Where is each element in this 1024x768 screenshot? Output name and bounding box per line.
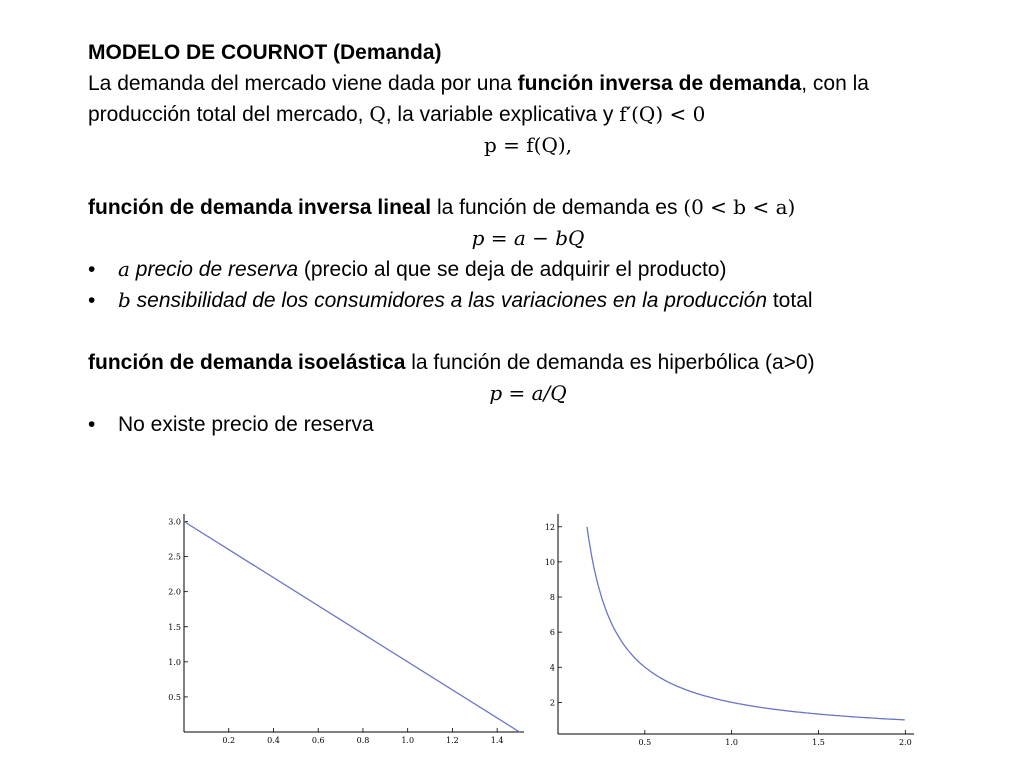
spacer [88, 161, 968, 192]
formula-linear: p = a − bQ [471, 226, 585, 250]
x-tick-label: 1.2 [446, 736, 459, 745]
formula-isoelastic: p = a/Q [489, 381, 567, 405]
x-tick-label: 0.5 [638, 738, 652, 747]
y-tick-label: 12 [544, 522, 555, 532]
bullet-icon: • [88, 258, 96, 281]
bullet-var: b [118, 288, 131, 312]
y-tick-label: 3.0 [168, 517, 181, 527]
slide-text [88, 37, 968, 440]
intro-math-derivative: f′(Q) < 0 [619, 102, 706, 126]
bullet-text: total [767, 289, 813, 312]
y-tick-label: 2.5 [168, 552, 181, 562]
isoelastic-text: la función de demanda es hiperbólica (a>0) [405, 351, 815, 374]
hyperbolic-demand-chart [528, 508, 920, 752]
bullet-icon: • [88, 289, 96, 312]
list-item [88, 285, 968, 316]
bullet-text: (precio al que se deja de adquirir el producto) [298, 258, 727, 281]
spacer [88, 316, 968, 347]
y-tick-label: 6 [549, 628, 555, 638]
x-tick-label: 1.0 [401, 736, 415, 745]
x-tick-label: 2.0 [898, 738, 912, 747]
bullet-italic: sensibilidad de los consumidores a las variaciones en la producción [130, 289, 768, 312]
y-tick-label: 2 [549, 698, 555, 708]
intro-text-3: producción total del mercado, [88, 103, 370, 126]
intro-text-2: , con la [801, 72, 869, 95]
bullet-text: No existe precio de reserva [118, 413, 374, 436]
x-tick-label: 1.0 [725, 738, 739, 747]
y-tick-label: 4 [549, 663, 555, 673]
isoelastic-heading-line [88, 347, 968, 378]
linear-demand-chart [158, 508, 528, 752]
y-tick-label: 1.0 [168, 657, 181, 667]
y-tick-label: 2.0 [168, 587, 181, 597]
linear-text: la función de demanda es [431, 196, 684, 219]
x-tick-label: 0.6 [311, 736, 325, 745]
isoelastic-heading: función de demanda isoelástica [88, 351, 406, 374]
bullet-icon: • [88, 413, 96, 436]
linear-condition: (0 < b < a) [683, 195, 796, 219]
intro-line-1 [88, 68, 968, 99]
intro-text-1: La demanda del mercado viene dada por una [88, 72, 518, 95]
intro-math-q: Q [369, 102, 386, 126]
linear-heading: función de demanda inversa lineal [88, 196, 432, 219]
y-tick-label: 8 [549, 593, 555, 603]
series-line [184, 522, 520, 733]
x-tick-label: 1.4 [490, 736, 504, 745]
y-tick-label: 1.5 [168, 622, 181, 632]
linear-heading-line [88, 192, 968, 223]
x-tick-label: 1.5 [812, 738, 825, 747]
x-tick-label: 0.2 [222, 736, 236, 745]
bullet-var: a [118, 257, 130, 281]
x-tick-label: 0.8 [356, 736, 370, 745]
intro-line-2 [88, 99, 968, 130]
series-line [587, 527, 905, 720]
slide-title: MODELO DE COURNOT (Demanda) [88, 41, 442, 64]
x-tick-label: 0.4 [267, 736, 280, 745]
list-item [88, 409, 968, 440]
formula-general: p = f(Q), [483, 133, 573, 157]
intro-bold-term: función inversa de demanda [517, 72, 802, 95]
bullet-italic: precio de reserva [129, 258, 299, 281]
y-tick-label: 0.5 [168, 692, 181, 702]
intro-text-4: , la variable explicativa y [385, 103, 620, 126]
y-tick-label: 10 [544, 557, 555, 567]
list-item [88, 254, 968, 285]
